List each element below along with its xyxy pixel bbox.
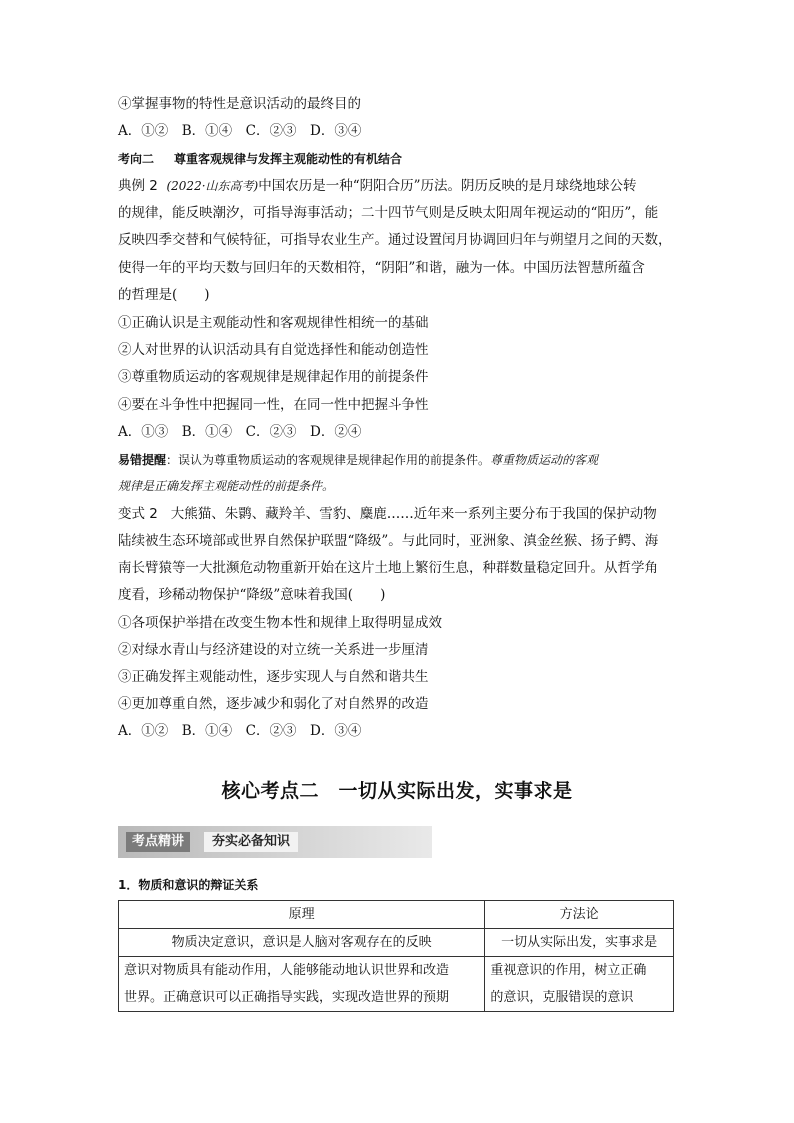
bianshi-option-2: ②对绿水青山与经济建设的对立统一关系进一步厘清 [118,642,429,658]
table-header: 方法论 [485,901,674,929]
principle-method-table [118,900,674,1012]
subsection-heading: 1．物质和意识的辩证关系 [118,878,259,892]
section-banner [118,826,432,858]
cell-line: 重视意识的作用，树立正确 [490,963,647,978]
yicuo-line-1 [118,451,598,469]
bianshi-line-1 [118,505,657,523]
table-header: 原理 [119,901,485,929]
table-cell: 一切从实际出发，实事求是 [485,929,674,957]
table-cell [119,957,485,1012]
bianshi-line-2: 陆续被生态环境部或世界自然保护联盟“降级”。与此同时，亚洲象、滇金丝猴、扬子鳄、海 [118,533,659,549]
yicuo-line-2: 规律是正确发挥主观能动性的前提条件。 [118,479,335,493]
bianshi-text: 大熊猫、朱鹮、藏羚羊、雪豹、麋鹿……近年来一系列主要分布于我国的保护动物 [170,506,657,522]
dianli-label: 典例 2 [118,178,158,194]
option-3: ③尊重物质运动的客观规律是规律起作用的前提条件 [118,369,429,385]
table-header-row [119,901,674,929]
answer-choices: A．①② B．①④ C．②③ D．③④ [118,723,362,739]
table-cell [485,957,674,1012]
bianshi-option-1: ①各项保护举措在改变生物本性和规律上取得明显成效 [118,615,442,631]
option-line: ④掌握事物的特性是意识活动的最终目的 [118,96,361,112]
yicuo-text: ：误认为尊重物质运动的客观规律是规律起作用的前提条件。 [166,453,491,467]
bianshi-line-3: 南长臂猿等一大批濒危动物重新开始在这片土地上繁衍生息，种群数量稳定回升。从哲学角 [118,560,658,576]
dianli-line-3: 反映四季交替和气候特征，可指导农业生产。通过设置闰月协调回归年与朔望月之间的天数， [118,232,672,248]
dianli-text: 中国农历是一种“阴阳合历”历法。阴历反映的是月球绕地球公转 [258,178,637,194]
option-4: ④要在斗争性中把握同一性，在同一性中把握斗争性 [118,397,429,413]
dianli-line-1 [118,177,637,195]
section-title: 核心考点二 一切从实际出发，实事求是 [221,780,573,802]
cell-line: 世界。正确意识可以正确指导实践，实现改造世界的预期 [124,990,450,1005]
kaoxiang-label: 考向二 [118,152,155,166]
bianshi-option-4: ④更加尊重自然，逐步减少和弱化了对自然界的改造 [118,696,429,712]
answer-choices: A．①② B．①④ C．②③ D．③④ [118,123,362,139]
dianli-line-4: 使得一年的平均天数与回归年的天数相符，“阴阳”和谐，融为一体。中国历法智慧所蕴含 [118,260,645,276]
yicuo-label: 易错提醒 [118,453,167,467]
table-row [119,957,674,1012]
cell-line: 的意识，克服错误的意识 [490,990,634,1005]
kaoxiang-title: 尊重客观规律与发挥主观能动性的有机结合 [174,152,403,166]
banner-sublabel: 夯实必备知识 [204,832,298,852]
banner-label: 考点精讲 [126,832,190,852]
dianli-line-2: 的规律，能反映潮汐，可指导海事活动；二十四节气则是反映太阳周年视运动的“阳历”，能 [118,205,659,221]
kaoxiang-heading [118,150,402,168]
yicuo-emphasis: 尊重物质运动的客观 [490,453,599,467]
answer-choices: A．①③ B．①④ C．②③ D．②④ [118,424,362,440]
option-2: ②人对世界的认识活动具有自觉选择性和能动创造性 [118,342,429,358]
dianli-source: (2022·山东高考) [166,179,259,193]
cell-line: 意识对物质具有能动作用，人能够能动地认识世界和改造 [124,963,450,978]
bianshi-option-3: ③正确发挥主观能动性，逐步实现人与自然和谐共生 [118,669,429,685]
dianli-line-5: 的哲理是( ) [118,287,210,303]
option-1: ①正确认识是主观能动性和客观规律性相统一的基础 [118,315,429,331]
bianshi-label: 变式 2 [118,506,158,522]
bianshi-line-4: 度看，珍稀动物保护“降级”意味着我国( ) [118,587,386,603]
table-cell: 物质决定意识，意识是人脑对客观存在的反映 [119,929,485,957]
table-row [119,929,674,957]
